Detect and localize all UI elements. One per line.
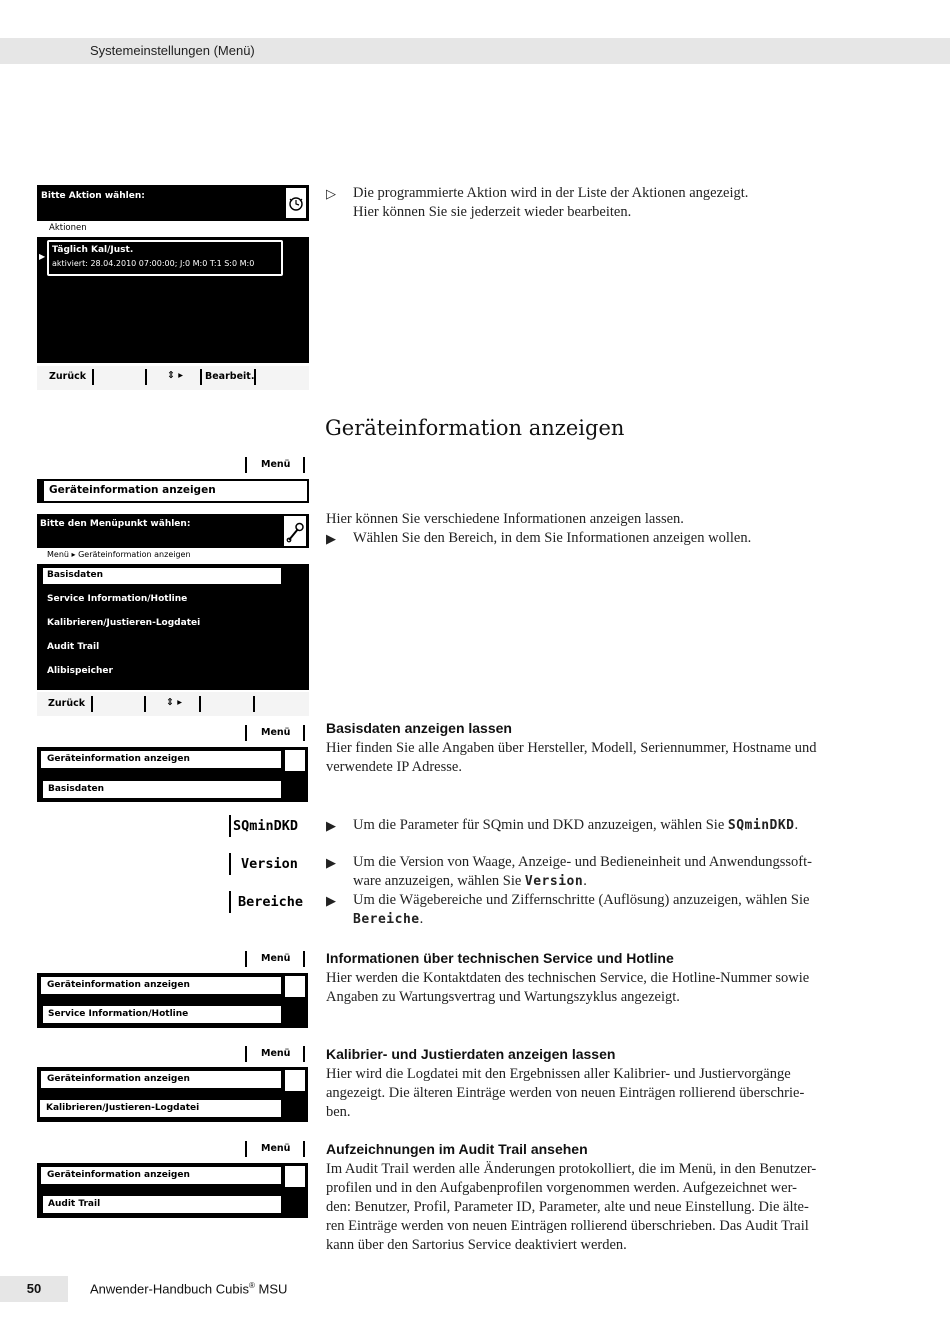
kalib-text: [326, 1065, 886, 1122]
text-line: kann über den Sartorius Service deaktiviert werden.: [326, 1237, 627, 1253]
audit-heading: Aufzeichnungen im Audit Trail ansehen: [326, 1141, 588, 1157]
wrench-icon: [284, 516, 306, 546]
menu-item-alibispeicher[interactable]: Alibispeicher: [47, 666, 113, 676]
menu-item-service[interactable]: Service Information/Hotline: [47, 594, 188, 604]
submenu-label: Geräteinformation anzeigen: [47, 1074, 190, 1084]
timer-icon: [286, 188, 306, 218]
submenu-label: Service Information/Hotline: [48, 1009, 189, 1019]
softkey-divider: [91, 696, 93, 712]
text-line: ware anzuzeigen, wählen Sie: [353, 873, 525, 889]
menu-softkey[interactable]: Menü: [261, 953, 291, 964]
breadcrumb: Menü ▸ Geräteinformation anzeigen: [47, 550, 191, 559]
text-line: Hier können Sie sie jederzeit wieder bearbeiten.: [353, 204, 632, 220]
softkey-divider: [245, 457, 247, 473]
scroll-tab: [285, 1166, 305, 1187]
submenu-selected-box[interactable]: [43, 1196, 281, 1213]
softkey-divider: [92, 369, 94, 385]
submenu-selected-box[interactable]: [40, 1100, 281, 1117]
basis-heading: Basisdaten anzeigen lassen: [326, 720, 512, 736]
softkey-divider: [245, 1046, 247, 1062]
edit-softkey[interactable]: Bearbeit.: [205, 371, 255, 382]
bereiche-softkey[interactable]: Bereiche: [238, 894, 304, 910]
filled-triangle-icon: ▶: [326, 531, 336, 546]
text-line: Die programmierte Aktion wird in der Liste der Aktionen angezeigt.: [353, 185, 749, 201]
geraeteinfo-intro: [326, 510, 886, 548]
submenu-label: Basisdaten: [48, 784, 105, 794]
action-info-text: [326, 184, 886, 222]
audit-text: [326, 1160, 886, 1255]
button-divider: [229, 815, 231, 837]
submenu-panel: [37, 1163, 308, 1218]
submenu-label: Kalibrieren/Justieren-Logdatei: [46, 1103, 200, 1113]
text-line: Angaben zu Wartungsvertrag und Wartungszyklus angezeigt.: [326, 989, 680, 1005]
text-line: profilen und in den Aufgabenprofilen vorgenommen werden. Aufgezeichnet wer-: [326, 1180, 797, 1196]
filled-triangle-icon: ▶: [326, 818, 336, 833]
button-divider: [229, 853, 231, 875]
menu-item-audit-trail[interactable]: Audit Trail: [47, 642, 100, 652]
submenu-box[interactable]: [40, 1166, 282, 1185]
submenu-box[interactable]: [40, 750, 282, 769]
manual-title: Anwender-Handbuch Cubis: [90, 1281, 249, 1297]
menu-item-box[interactable]: [44, 481, 307, 501]
menu-item-label: Geräteinformation anzeigen: [49, 484, 216, 496]
submenu-selected-box[interactable]: [43, 781, 281, 798]
screen-title: Bitte den Menüpunkt wählen:: [40, 519, 191, 529]
action-screen: [37, 185, 309, 363]
text-line: Im Audit Trail werden alle Änderungen protokolliert, die im Menü, in den Benutzer-: [326, 1161, 817, 1177]
softkey-divider: [200, 369, 202, 385]
text-line: Um die Parameter für SQmin und DKD anzuzeigen, wählen Sie: [353, 817, 728, 833]
key-ref: SQminDKD: [727, 818, 795, 833]
text-line: Hier wird die Logdatei mit den Ergebnissen aller Kalibrier- und Justiervorgänge: [326, 1066, 791, 1082]
text-line: Um die Version von Waage, Anzeige- und Bedieneinheit und Anwendungssoft-: [353, 854, 812, 870]
registered-mark: ®: [248, 1281, 255, 1290]
back-softkey[interactable]: Zurück: [49, 371, 87, 382]
text-line: ben.: [326, 1104, 351, 1120]
softkey-divider: [303, 457, 305, 473]
page-header-title: Systemeinstellungen (Menü): [90, 43, 255, 58]
bullets-block: ▶ Um die Parameter für SQmin und DKD anzuzeigen, wählen Sie SQminDKD. ▶ Um die Version von Waage, Anzeige- und Bedieneinheit und Anwendungssoft- ware anzuzeigen, wählen Sie Version. ▶ Um die Wägebereiche und Ziffernschritte (Auflösung) anzuzeigen, wählen Sie Bereiche.: [326, 816, 886, 929]
button-divider: [229, 891, 231, 913]
model-name: MSU: [258, 1281, 288, 1297]
menu-softkey[interactable]: Menü: [261, 1048, 291, 1059]
menu-item-basisdaten[interactable]: [43, 568, 281, 584]
text-line: Um die Wägebereiche und Ziffernschritte (Auflösung) anzuzeigen, wählen Sie: [353, 892, 810, 908]
text-line: den: Benutzer, Profil, Parameter ID, Parameter, alte und neue Einstellung. Die älte-: [326, 1199, 809, 1215]
basis-text: Hier finden Sie alle Angaben über Hersteller, Modell, Seriennummer, Hostname und verwendete IP Adresse.: [326, 740, 817, 775]
menu-softkey[interactable]: Menü: [261, 1143, 291, 1154]
sqmin-softkey[interactable]: SQminDKD: [233, 818, 299, 834]
softkey-divider: [253, 696, 255, 712]
submenu-box[interactable]: [40, 976, 282, 995]
softkey-divider: [199, 696, 201, 712]
text-line: Hier können Sie verschiedene Informationen anzeigen lassen.: [326, 511, 684, 527]
softkey-divider: [245, 951, 247, 967]
text-line: angezeigt. Die älteren Einträge werden von neuen Einträgen rollierend überschrie-: [326, 1085, 805, 1101]
version-softkey[interactable]: Version: [241, 856, 298, 872]
back-softkey[interactable]: Zurück: [48, 698, 86, 709]
softkey-divider: [303, 951, 305, 967]
service-text: [326, 969, 886, 1007]
submenu-label: Geräteinformation anzeigen: [47, 980, 190, 990]
menu-item-label: Basisdaten: [47, 570, 104, 580]
navigate-softkey[interactable]: ⇕ ▸: [166, 697, 183, 708]
navigate-softkey[interactable]: ⇕ ▸: [167, 370, 184, 381]
text-line: Hier werden die Kontaktdaten des technischen Service, die Hotline-Nummer sowie: [326, 970, 810, 986]
softkey-divider: [245, 725, 247, 741]
open-triangle-icon: ▷: [326, 186, 336, 201]
selection-arrow-icon: ▶: [39, 252, 46, 261]
scroll-tab: [285, 976, 305, 997]
softkey-divider: [144, 696, 146, 712]
filled-triangle-icon: ▶: [326, 893, 336, 908]
menu-item-kalibrieren[interactable]: Kalibrieren/Justieren-Logdatei: [47, 618, 201, 628]
key-ref: Bereiche: [353, 912, 420, 927]
screen-title: Bitte Aktion wählen:: [41, 191, 145, 201]
softkey-divider: [145, 369, 147, 385]
scroll-tab: [285, 1070, 305, 1091]
menu-softkey[interactable]: Menü: [261, 727, 291, 738]
text-line: ren Einträge werden von neuen Einträgen rollierend überschrieben. Das Audit Trail: [326, 1218, 809, 1234]
menu-softkey[interactable]: Menü: [261, 459, 291, 470]
kalib-heading: Kalibrier- und Justierdaten anzeigen lassen: [326, 1046, 616, 1062]
softkey-divider: [303, 1046, 305, 1062]
submenu-label: Geräteinformation anzeigen: [47, 754, 190, 764]
submenu-label: Geräteinformation anzeigen: [47, 1170, 190, 1180]
softkey-divider: [245, 1141, 247, 1157]
filled-triangle-icon: ▶: [326, 855, 336, 870]
service-heading: Informationen über technischen Service und Hotline: [326, 950, 674, 966]
submenu-selected-box[interactable]: [43, 1006, 281, 1023]
text-line: Wählen Sie den Bereich, in dem Sie Informationen anzeigen wollen.: [353, 530, 752, 546]
submenu-panel: [37, 973, 308, 1028]
menu-screen: [37, 514, 309, 690]
softkey-divider: [254, 369, 256, 385]
submenu-box[interactable]: [40, 1070, 282, 1089]
submenu-panel: [37, 1067, 308, 1122]
submenu-label: Audit Trail: [48, 1199, 101, 1209]
submenu-panel: [37, 747, 308, 802]
page-number: 50: [0, 1276, 68, 1302]
key-ref: Version: [524, 874, 584, 889]
footer-title: [90, 1281, 287, 1296]
entry-detail: aktiviert: 28.04.2010 07:00:00; J:0 M:0 T:1 S:0 M:0: [52, 259, 255, 268]
softkey-divider: [303, 725, 305, 741]
scroll-tab: [285, 750, 305, 771]
softkey-divider: [303, 1141, 305, 1157]
entry-title: Täglich Kal/Just.: [52, 245, 134, 255]
section-title: Geräteinformation anzeigen: [325, 416, 625, 440]
breadcrumb: Aktionen: [49, 223, 87, 233]
action-entry[interactable]: [47, 240, 283, 276]
